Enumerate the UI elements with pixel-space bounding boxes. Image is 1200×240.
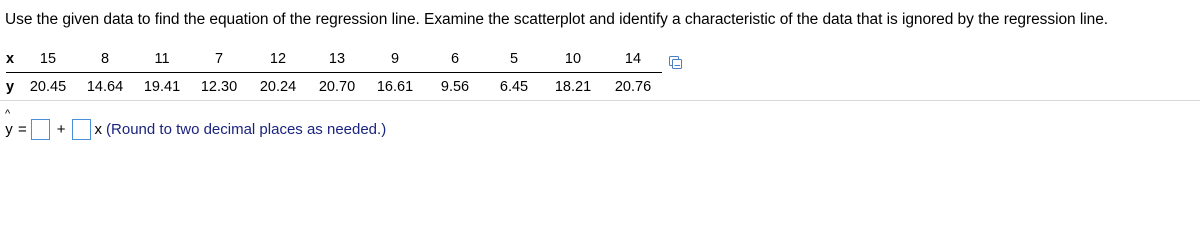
slope-input[interactable] — [72, 119, 91, 140]
y-symbol: y — [5, 120, 13, 138]
y-cell: 18.21 — [554, 79, 592, 95]
divider — [0, 100, 1200, 101]
copy-to-clipboard-icon[interactable] — [669, 56, 682, 69]
x-cell: 15 — [20, 51, 76, 73]
question-text: Use the given data to find the equation of the regression line. Examine the scatterplot and identify a characteristic of the data that is ignored by the regression line. — [5, 11, 1109, 28]
y-row-label: y — [6, 79, 15, 95]
x-cell: 8 — [76, 51, 134, 73]
equals-sign: = — [18, 120, 27, 138]
y-cell: 9.56 — [440, 79, 470, 95]
data-table — [6, 51, 662, 95]
y-hat-symbol — [4, 107, 14, 138]
y-cell: 12.30 — [200, 79, 238, 95]
hat-glyph: ^ — [5, 107, 11, 120]
intercept-input[interactable] — [31, 119, 50, 140]
x-symbol: x — [94, 120, 103, 138]
answer-row — [4, 107, 387, 141]
y-cell: 19.41 — [143, 79, 181, 95]
plus-sign: + — [56, 120, 66, 138]
x-cell: 7 — [190, 51, 248, 73]
x-cell: 11 — [134, 51, 190, 73]
x-cell: 12 — [248, 51, 308, 73]
y-cell: 20.45 — [29, 79, 67, 95]
x-cell: 13 — [308, 51, 366, 73]
y-cell: 6.45 — [499, 79, 529, 95]
x-cell: 14 — [604, 51, 662, 73]
x-cell: 6 — [424, 51, 486, 73]
x-row — [6, 51, 662, 73]
y-cell: 16.61 — [376, 79, 414, 95]
x-cell: 5 — [486, 51, 542, 73]
y-cell: 20.24 — [259, 79, 297, 95]
x-cell: 10 — [542, 51, 604, 73]
y-cell: 20.70 — [318, 79, 356, 95]
y-cell: 20.76 — [614, 79, 652, 95]
rounding-instruction: (Round to two decimal places as needed.) — [106, 120, 387, 138]
x-row-label: x — [6, 51, 20, 73]
y-row — [6, 73, 662, 96]
y-cell: 14.64 — [86, 79, 124, 95]
x-cell: 9 — [366, 51, 424, 73]
